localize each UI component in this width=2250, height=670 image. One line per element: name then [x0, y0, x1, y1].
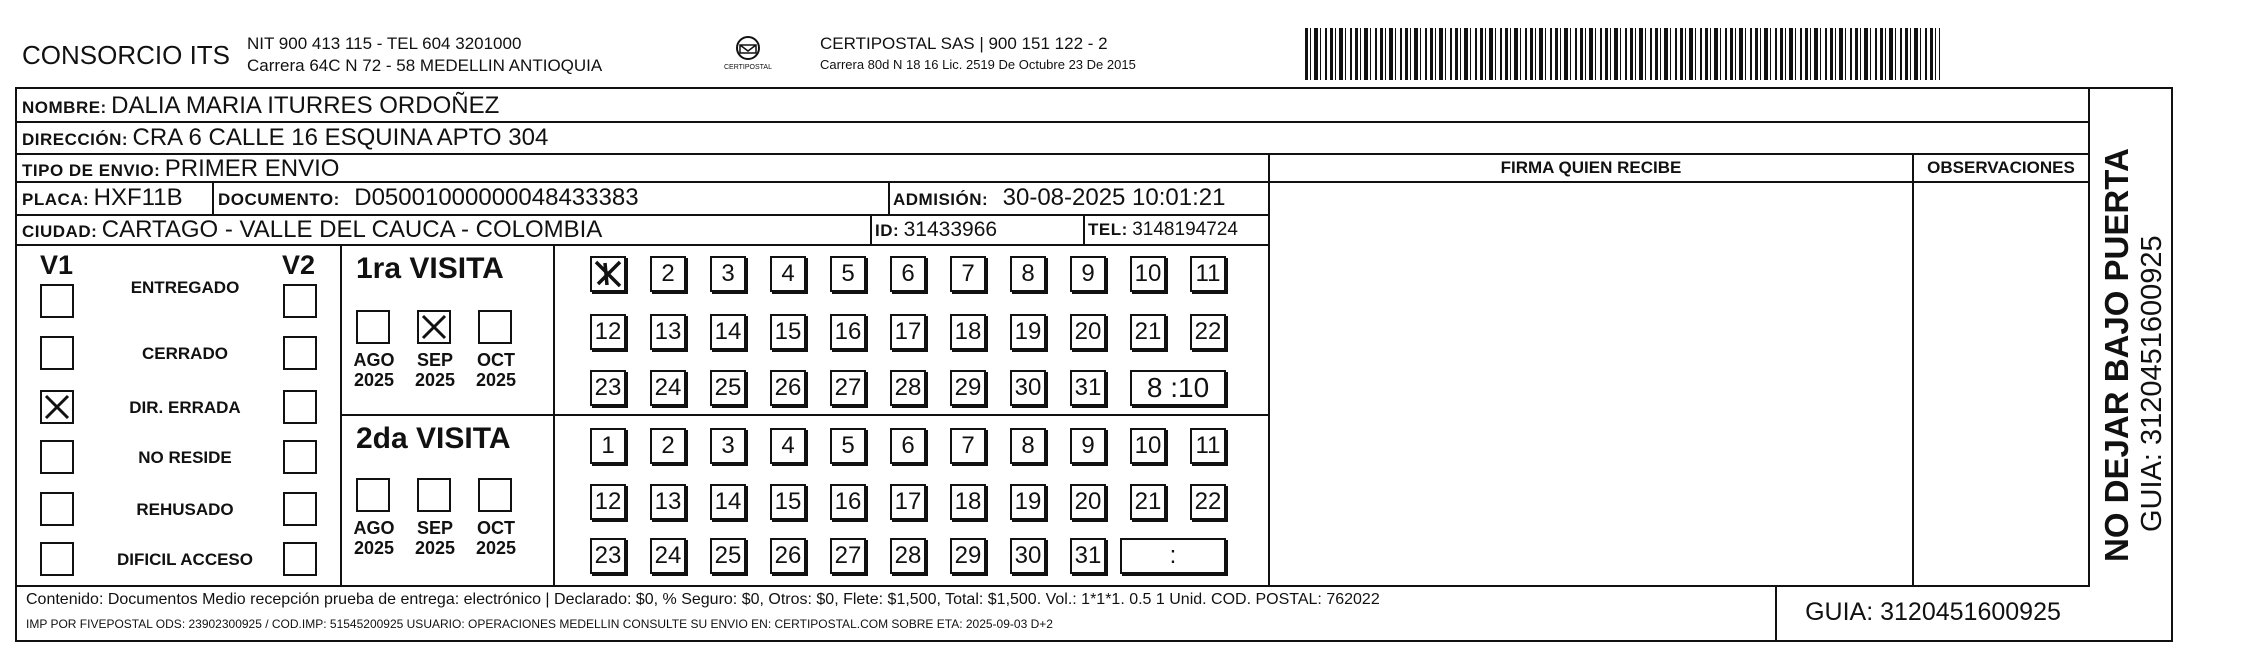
- day-cell[interactable]: 18: [950, 314, 986, 350]
- direccion-label: DIRECCIÓN:: [22, 130, 129, 149]
- side-text: [2098, 102, 2169, 562]
- day-cell[interactable]: 12: [590, 484, 626, 520]
- nombre-row: [22, 92, 499, 120]
- day-cell[interactable]: 20: [1070, 484, 1106, 520]
- v1-checkbox[interactable]: [40, 542, 74, 576]
- day-cell[interactable]: 9: [1070, 428, 1106, 464]
- time-cell[interactable]: 8 :10: [1130, 370, 1226, 406]
- day-cell[interactable]: 6: [890, 428, 926, 464]
- day-cell[interactable]: 11: [1190, 256, 1226, 292]
- company-name: CONSORCIO ITS: [22, 40, 231, 70]
- admision-row: [893, 184, 1225, 212]
- day-cell[interactable]: 19: [1010, 314, 1046, 350]
- day-cell[interactable]: 5: [830, 428, 866, 464]
- month-checkbox[interactable]: [356, 310, 390, 344]
- day-cell[interactable]: 11: [1190, 428, 1226, 464]
- day-cell[interactable]: 2: [650, 428, 686, 464]
- day-cell[interactable]: 10: [1130, 428, 1166, 464]
- logo-text: CERTIPOSTAL: [724, 64, 772, 71]
- placa-value: HXF11B: [93, 184, 183, 211]
- day-cell[interactable]: 8: [1010, 428, 1046, 464]
- nombre-value: DALIA MARIA ITURRES ORDOÑEZ: [111, 92, 500, 119]
- tel-row: [1088, 219, 1238, 241]
- documento-label: DOCUMENTO:: [218, 190, 340, 209]
- day-cell[interactable]: 4: [770, 256, 806, 292]
- day-cell[interactable]: 10: [1130, 256, 1166, 292]
- day-cell[interactable]: 2: [650, 256, 686, 292]
- day-cell[interactable]: 16: [830, 314, 866, 350]
- ciudad-row: [22, 216, 602, 244]
- v2-checkbox[interactable]: [283, 542, 317, 576]
- day-cell[interactable]: 28: [890, 370, 926, 406]
- day-cell[interactable]: 23: [590, 538, 626, 574]
- day-cell[interactable]: 29: [950, 370, 986, 406]
- v1-checkbox[interactable]: [40, 284, 74, 318]
- v1-header: V1: [40, 250, 74, 280]
- day-cell[interactable]: 18: [950, 484, 986, 520]
- day-cell[interactable]: 6: [890, 256, 926, 292]
- placa-row: [22, 184, 183, 212]
- day-cell[interactable]: 4: [770, 428, 806, 464]
- day-cell[interactable]: 24: [650, 538, 686, 574]
- month-label: [468, 350, 524, 390]
- v2-checkbox[interactable]: [283, 336, 317, 370]
- admision-value: 30-08-2025 10:01:21: [1002, 184, 1226, 211]
- day-cell[interactable]: 19: [1010, 484, 1046, 520]
- v2-checkbox[interactable]: [283, 284, 317, 318]
- first-visit-title: 1ra VISITA: [356, 252, 504, 285]
- second-visit-title: 2da VISITA: [356, 422, 511, 455]
- month-name: SEP: [416, 350, 454, 370]
- placa-label: PLACA:: [22, 190, 90, 209]
- company-address: Carrera 64C N 72 - 58 MEDELLIN ANTIOQUIA: [247, 56, 603, 75]
- month-name: OCT: [477, 350, 515, 370]
- reason-label: CERRADO: [142, 344, 228, 363]
- tipo-label: TIPO DE ENVIO:: [22, 161, 161, 180]
- imp-text: IMP POR FIVEPOSTAL ODS: 23902300925 / COD.IMP: 51545200925 USUARIO: OPERACIONES MEDELLIN CONSULTE SU ENVIO EN: CERTIPOSTAL.COM SOBRE ETA: 2025-09-03 D+2: [26, 617, 1053, 631]
- certipostal-address: Carrera 80d N 18 16 Lic. 2519 De Octubre 23 De 2015: [820, 57, 1136, 72]
- day-cell[interactable]: 23: [590, 370, 626, 406]
- tipo-row: [22, 155, 339, 183]
- month-year: 2025: [414, 370, 456, 390]
- day-cell[interactable]: 27: [830, 538, 866, 574]
- day-cell[interactable]: 17: [890, 484, 926, 520]
- direccion-value: CRA 6 CALLE 16 ESQUINA APTO 304: [132, 124, 549, 151]
- day-cell[interactable]: 1: [590, 428, 626, 464]
- day-cell[interactable]: 25: [710, 370, 746, 406]
- v1-checkbox[interactable]: [40, 336, 74, 370]
- month-label: [346, 518, 402, 558]
- id-value: 31433966: [903, 218, 998, 241]
- month-checkbox[interactable]: [356, 478, 390, 512]
- direccion-row: [22, 124, 548, 152]
- day-cell[interactable]: 30: [1010, 538, 1046, 574]
- month-checkbox[interactable]: [417, 478, 451, 512]
- day-cell[interactable]: 13: [650, 314, 686, 350]
- day-cell[interactable]: 24: [650, 370, 686, 406]
- day-cell[interactable]: 21: [1130, 484, 1166, 520]
- day-cell[interactable]: 29: [950, 538, 986, 574]
- day-cell[interactable]: 30: [1010, 370, 1046, 406]
- v2-header: V2: [282, 250, 316, 280]
- month-checkbox[interactable]: [478, 310, 512, 344]
- barcode: [1305, 28, 1940, 80]
- day-cell[interactable]: 20: [1070, 314, 1106, 350]
- id-label: ID:: [875, 221, 900, 240]
- v1-checkbox[interactable]: [40, 492, 74, 526]
- contenido-text: Contenido: Documentos Medio recepción prueba de entrega: electrónico | Declarado: $0, % Seguro: $0, Otros: $0, Flete: $1,500, Total: $1,500. Vol.: 1*1*1. 0.5 1 Unid. COD. POSTAL: 762022: [26, 591, 1380, 608]
- v2-checkbox[interactable]: [283, 390, 317, 424]
- day-cell[interactable]: 3: [710, 256, 746, 292]
- no-dejar-text: NO DEJAR BAJO PUERTA: [2098, 148, 2135, 562]
- day-cell[interactable]: 26: [770, 538, 806, 574]
- day-cell[interactable]: 15: [770, 484, 806, 520]
- day-cell[interactable]: 5: [830, 256, 866, 292]
- tel-label: TEL:: [1088, 220, 1128, 239]
- id-row: [875, 218, 997, 242]
- company-nit: NIT 900 413 115 - TEL 604 3201000: [247, 34, 522, 53]
- v2-checkbox[interactable]: [283, 492, 317, 526]
- month-name: OCT: [477, 518, 515, 538]
- month-year: 2025: [475, 538, 517, 558]
- tipo-value: PRIMER ENVIO: [164, 155, 340, 182]
- day-cell[interactable]: 27: [830, 370, 866, 406]
- month-year: 2025: [414, 538, 456, 558]
- month-name: SEP: [416, 518, 454, 538]
- envelope-logo-icon: [718, 34, 778, 78]
- ciudad-value: CARTAGO - VALLE DEL CAUCA - COLOMBIA: [101, 216, 603, 243]
- month-year: 2025: [475, 370, 517, 390]
- day-cell[interactable]: 8: [1010, 256, 1046, 292]
- v1-checkbox[interactable]: [40, 440, 74, 474]
- nombre-label: NOMBRE:: [22, 98, 107, 117]
- day-cell[interactable]: 31: [1070, 370, 1106, 406]
- month-checkbox-checked[interactable]: [417, 310, 451, 344]
- observaciones-header: OBSERVACIONES: [1927, 158, 2075, 177]
- reason-label: NO RESIDE: [138, 448, 232, 467]
- certipostal-info: CERTIPOSTAL SAS | 900 151 122 - 2: [820, 34, 1108, 53]
- certipostal-logo: [718, 34, 778, 78]
- documento-value: D05001000000048433383: [354, 184, 639, 211]
- v1-checkbox-checked[interactable]: [40, 390, 74, 424]
- month-name: AGO: [353, 518, 395, 538]
- day-cell[interactable]: 14: [710, 484, 746, 520]
- time-cell[interactable]: :: [1120, 538, 1226, 574]
- month-checkbox[interactable]: [478, 478, 512, 512]
- day-cell[interactable]: 3: [710, 428, 746, 464]
- month-label: [407, 350, 463, 390]
- footer-guia: GUIA: 3120451600925: [1805, 598, 2061, 626]
- day-cell[interactable]: 9: [1070, 256, 1106, 292]
- month-year: 2025: [353, 370, 395, 390]
- day-cell[interactable]: 13: [650, 484, 686, 520]
- day-cell[interactable]: 26: [770, 370, 806, 406]
- day-cell[interactable]: 16: [830, 484, 866, 520]
- reason-label: DIR. ERRADA: [129, 398, 241, 417]
- day-cell[interactable]: 7: [950, 428, 986, 464]
- day-cell-checked[interactable]: [590, 256, 626, 292]
- day-cell[interactable]: 28: [890, 538, 926, 574]
- tel-value: 3148194724: [1132, 219, 1238, 240]
- day-cell[interactable]: 25: [710, 538, 746, 574]
- admision-label: ADMISIÓN:: [893, 190, 989, 209]
- month-year: 2025: [353, 538, 395, 558]
- day-cell[interactable]: 15: [770, 314, 806, 350]
- firma-header: FIRMA QUIEN RECIBE: [1500, 158, 1682, 177]
- day-cell[interactable]: 12: [590, 314, 626, 350]
- day-cell[interactable]: 31: [1070, 538, 1106, 574]
- day-cell[interactable]: 14: [710, 314, 746, 350]
- ciudad-label: CIUDAD:: [22, 222, 98, 241]
- day-cell[interactable]: 22: [1190, 484, 1226, 520]
- day-cell[interactable]: 7: [950, 256, 986, 292]
- day-cell[interactable]: 22: [1190, 314, 1226, 350]
- month-name: AGO: [353, 350, 395, 370]
- side-guia-text: GUIA: 3120451600925: [2136, 235, 2168, 532]
- reason-label: DIFICIL ACCESO: [116, 550, 253, 569]
- month-label: [468, 518, 524, 558]
- documento-row: [218, 184, 639, 212]
- reason-label: ENTREGADO: [130, 278, 240, 297]
- day-cell[interactable]: 21: [1130, 314, 1166, 350]
- month-label: [346, 350, 402, 390]
- reason-label: REHUSADO: [136, 500, 234, 519]
- day-cell[interactable]: 17: [890, 314, 926, 350]
- month-label: [407, 518, 463, 558]
- v2-checkbox[interactable]: [283, 440, 317, 474]
